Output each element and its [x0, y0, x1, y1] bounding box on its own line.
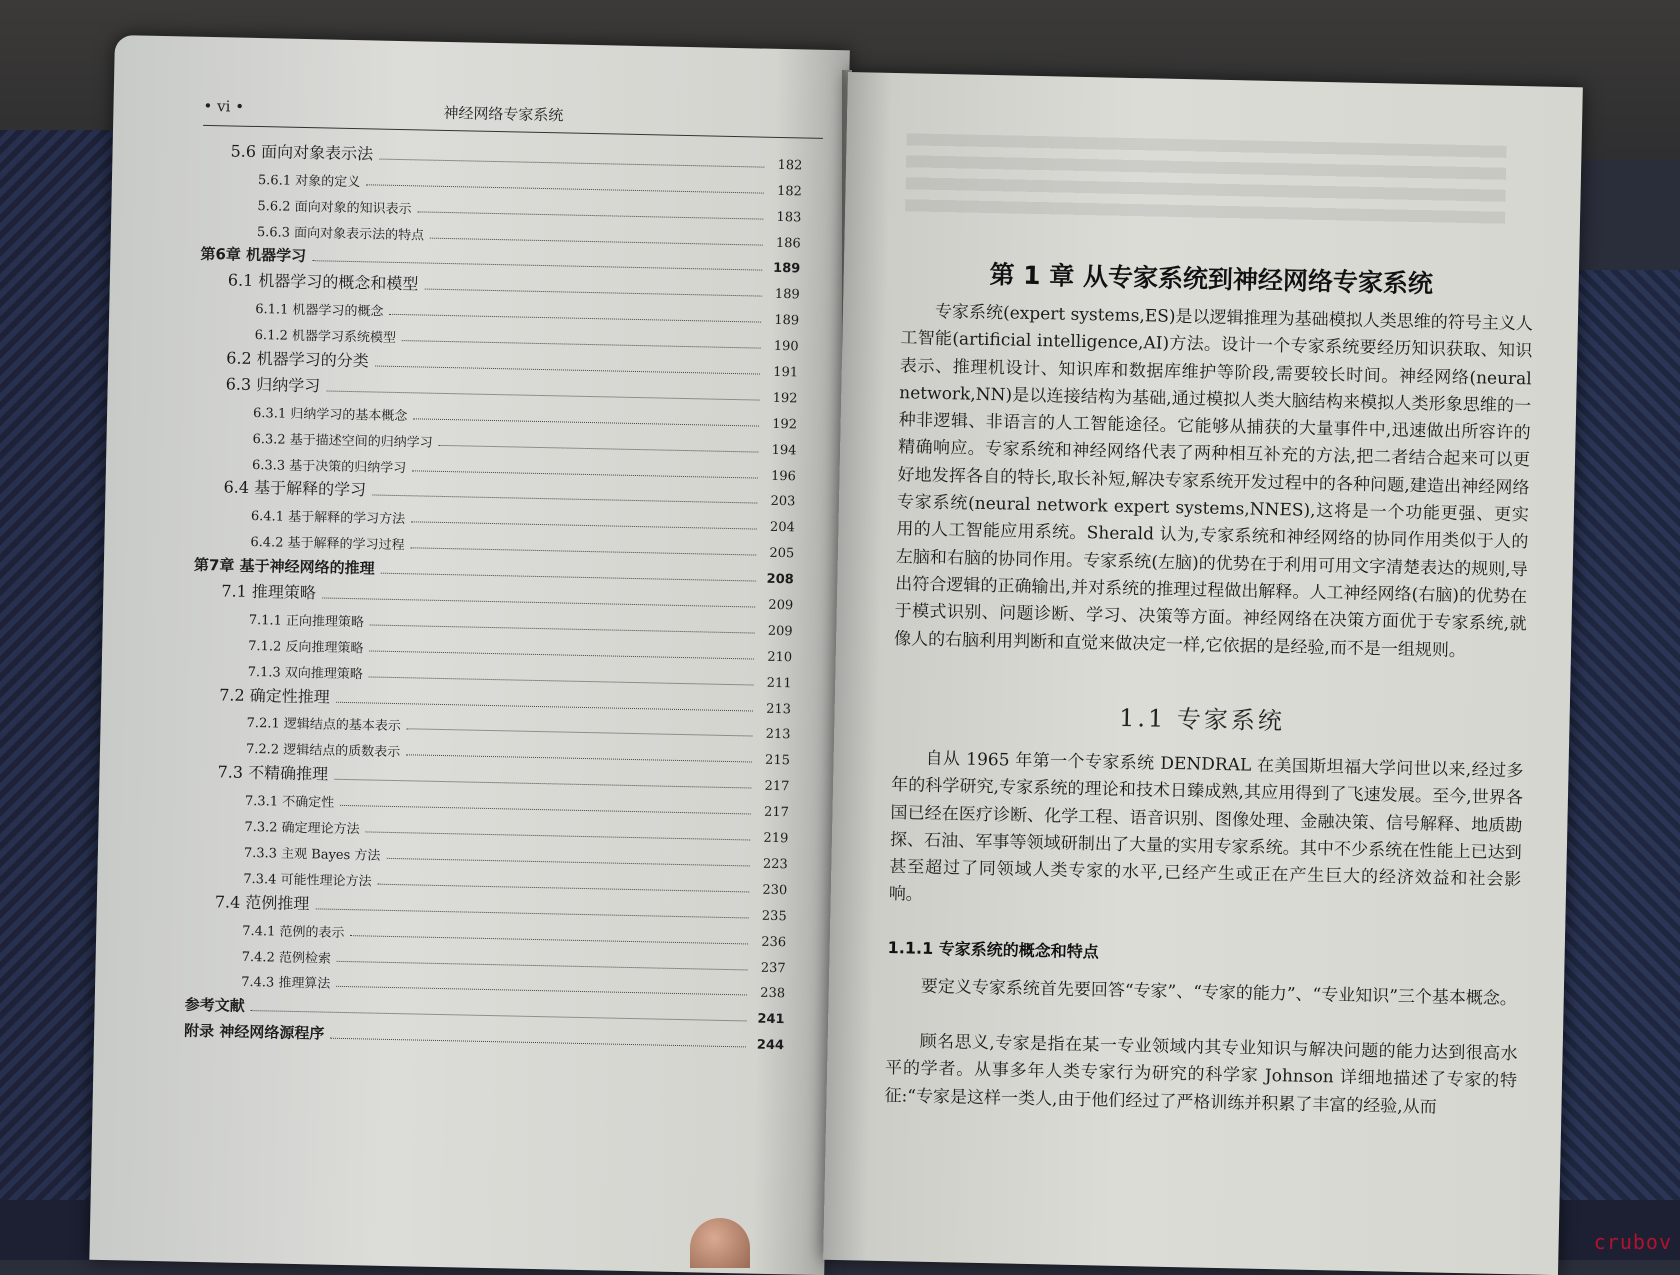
toc-entry-title: 5.6.1 对象的定义	[257, 172, 361, 190]
toc-entry-title: 7.1.3 双向推理策略	[247, 664, 364, 683]
toc-page-number: 237	[760, 960, 786, 976]
sub-paragraph-1: 要定义专家系统首先要回答“专家”、“专家的能力”、“专业知识”三个基本概念。	[920, 976, 1518, 1010]
toc-page-number: 208	[766, 571, 794, 588]
toc-entry-title: 7.4.3 推理算法	[241, 975, 331, 993]
toc-page-number: 215	[764, 753, 791, 769]
toc-page-number: 236	[761, 934, 787, 950]
toc-entry-title: 6.3.1 归纳学习的基本概念	[252, 405, 408, 425]
toc-page-number: 244	[756, 1037, 785, 1054]
toc-page-number: 194	[771, 442, 797, 459]
toc-entry-title: 7.2 确定性推理	[219, 684, 330, 707]
chapter-title: 第 1 章 从专家系统到神经网络专家系统	[989, 260, 1434, 299]
toc-page-number: 204	[769, 520, 795, 536]
toc-entry-title: 7.3.2 确定理论方法	[244, 819, 360, 838]
toc-entry-title: 7.2.1 逻辑结点的基本表示	[246, 716, 401, 735]
section-title: 1.1 专家系统	[1118, 703, 1286, 736]
toc-entry-title: 7.2.2 逻辑结点的质数表示	[245, 742, 401, 761]
toc-entry-title: 第7章 基于神经网络的推理	[193, 555, 375, 578]
toc-entry-title: 6.3.3 基于决策的归纳学习	[251, 457, 407, 476]
toc-page-number: 196	[770, 468, 797, 484]
toc-page-number: 189	[772, 261, 801, 277]
toc-page-number: 230	[762, 882, 788, 899]
toc-entry-title: 7.1.2 反向推理策略	[248, 638, 364, 657]
toc-entry-title: 7.4.2 范例检索	[241, 949, 332, 967]
toc-page-number: 209	[767, 623, 793, 640]
toc-page-number: 209	[768, 597, 794, 614]
toc-page-number: 186	[775, 235, 801, 251]
toc-page-number: 217	[764, 779, 790, 795]
toc-entry-title: 7.1 推理策略	[221, 581, 317, 603]
toc-page-number: 211	[766, 675, 792, 692]
toc-entry-title: 7.4 范例推理	[214, 892, 310, 913]
toc-entry-title: 7.3 不精确推理	[217, 762, 329, 784]
toc-entry-title: 6.3 归纳学习	[225, 374, 321, 396]
toc-page-number: 213	[766, 701, 792, 717]
toc-page-number: 189	[774, 313, 800, 329]
section-paragraph: 自从 1965 年第一个专家系统 DENDRAL 在美国斯坦福大学问世以来,经过多年的科学研究,专家系统的理论和技术日臻成熟,其应用得到了飞速发展。至今,世界各国已经在医疗诊断、化学工程、语音识别、图像处理、金融决策、信号解释、地质勘探、石油、军事等领域研制出了大量的实用专家系统。其中不少系统在性能上已达到甚至超过了同领域人类专家的水平,已经产生或正在产生巨大的经济效益和社会影响。	[888, 748, 1524, 906]
left-page-header	[203, 97, 803, 136]
right-page	[823, 72, 1583, 1275]
toc-entry-title: 5.6.3 面向对象表示法的特点	[256, 224, 425, 244]
toc-page-number: 192	[772, 416, 798, 433]
toc-entry-title: 7.3.3 主观 Bayes 方法	[243, 845, 381, 864]
toc-leader-dots	[330, 1037, 746, 1048]
toc-entry-title: 附录 神经网络源程序	[183, 1021, 325, 1043]
toc-entry-title: 7.4.1 范例的表示	[242, 923, 345, 941]
toc-page-number: 205	[769, 546, 795, 562]
sub-paragraph-2: 顾名思义,专家是指在某一专业领域内其专业知识与解决问题的能力达到很高水平的学者。从事多年人类专家行为研究的科学家 Johnson 详细地描述了专家的特征:“专家是这样一类人,由于他们经过了严格训练并积累了丰富的经验,从而	[884, 1031, 1518, 1118]
toc-page-number: 210	[767, 649, 793, 666]
toc-entry-title: 6.1.2 机器学习系统模型	[254, 328, 397, 347]
toc-entry-title: 6.1.1 机器学习的概念	[255, 302, 384, 320]
toc-page-number: 192	[772, 390, 798, 407]
subsection-title: 1.1.1 专家系统的概念和特点	[887, 938, 1099, 962]
toc-page-number: 217	[763, 804, 790, 821]
toc-page-number: 189	[774, 287, 800, 303]
toc-entry-title: 6.4 基于解释的学习	[223, 477, 367, 500]
toc-entry-title: 5.6.2 面向对象的知识表示	[257, 198, 412, 217]
toc-page-number: 241	[757, 1011, 785, 1028]
toc-entry-title: 6.4.1 基于解释的学习方法	[250, 509, 406, 528]
toc-entry-title: 7.1.1 正向推理策略	[248, 612, 365, 631]
bleed-through-text	[905, 133, 1507, 226]
toc-entry-title: 6.4.2 基于解释的学习过程	[250, 535, 405, 554]
toc-page-number: 235	[761, 908, 787, 924]
toc-page-number: 182	[777, 157, 803, 174]
left-page	[89, 35, 849, 1275]
toc-entry-title: 7.3.1 不确定性	[244, 794, 335, 811]
toc-page-number: 203	[770, 494, 796, 510]
toc-page-number: 238	[760, 986, 786, 1002]
toc-page-number: 190	[773, 338, 799, 355]
running-title: 神经网络专家系统	[443, 103, 564, 125]
toc-entry-title: 5.6 面向对象表示法	[230, 141, 374, 164]
toc-entry-title: 第6章 机器学习	[200, 245, 307, 266]
toc-page-number: 223	[762, 856, 788, 873]
toc-entry-title: 6.2 机器学习的分类	[226, 348, 369, 371]
toc-entry-title: 7.3.4 可能性理论方法	[243, 871, 372, 890]
watermark: crubov	[1593, 1230, 1672, 1254]
toc-entry-title: 参考文献	[184, 995, 245, 1016]
toc-entry-title: 6.1 机器学习的概念和模型	[227, 270, 419, 294]
table-of-contents	[184, 135, 803, 1054]
toc-page-number: 219	[763, 830, 789, 847]
toc-page-number: 182	[776, 183, 803, 200]
toc-page-number: 191	[773, 364, 799, 381]
toc-page-number: 183	[776, 209, 802, 226]
intro-paragraph: 专家系统(expert systems,ES)是以逻辑推理为基础模拟人类思维的符号主义人工智能(artificial intelligence,AI)方法。设计一个专家系统要经历知识获取、知识表示、推理机设计、知识库和数据库维护等阶段,需要较长时间。神经网络(neural network,NN)是以连接结构为基础,通过模拟人类大脑结构来模拟人类形象思维的一种非逻辑、非语言的人工智能途径。它能够从捕获的大量事件中,迅速做出所容许的精确响应。专家系统和神经网络代表了两种相互补充的方法,把二者结合起来可以更好地发挥各自的特长,取长补短,解决专家系统开发过程中的各种问题,建造出神经网络专家系统(neural network expert systems,NNES),这将是一个功能更强、更实用的人工智能应用系统。Sherald 认为,专家系统和神经网络的协同作用类似于人的左脑和右脑的协同作用。专家系统(左脑)的优势在于利用可用文字清楚表达的规则,导出符合逻辑的正确输出,并对系统的推理过程做出解释。人工神经网络(右脑)的优势在于模式识别、问题诊断、学习、决策等方面。神经网络在决策方面优于专家系统,就像人的右脑利用判断和直觉来做决定一样,它依据的是经验,而不是一组规则。	[893, 301, 1534, 661]
toc-entry-title: 6.3.2 基于描述空间的归纳学习	[252, 431, 433, 451]
toc-page-number: 213	[765, 727, 791, 743]
page-number: • vi •	[203, 96, 245, 116]
